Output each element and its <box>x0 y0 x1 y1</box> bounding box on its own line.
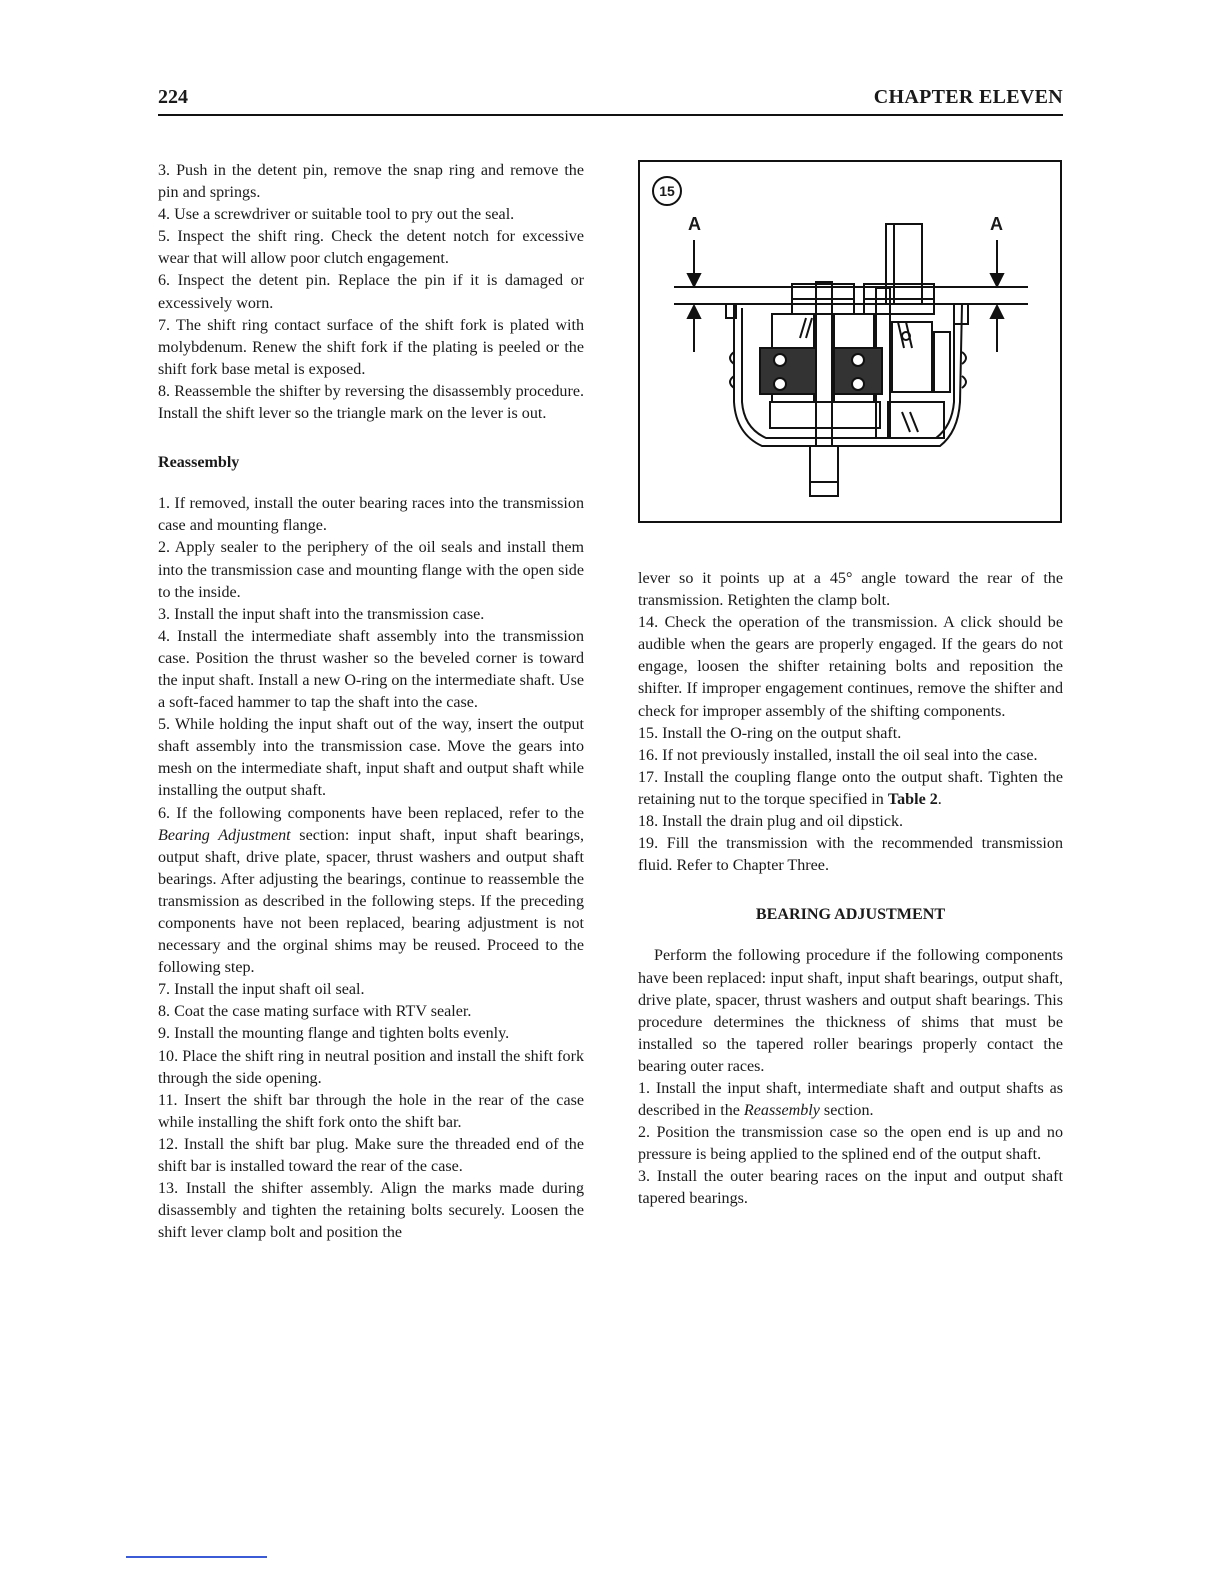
figure-number: 15 <box>652 176 682 206</box>
page-header <box>158 84 1063 116</box>
page-number: 224 <box>158 86 188 108</box>
transmission-drawing <box>640 162 1060 521</box>
bearing-step-1 <box>638 1078 1063 1122</box>
reassembly-step-17 <box>638 767 1063 811</box>
reassembly-reference: Reassembly <box>743 1102 820 1120</box>
chapter-title: CHAPTER ELEVEN <box>873 86 1063 108</box>
bearing-step-3: 3. Install the outer bearing races on the input and output shaft tapered bearings. <box>638 1168 1063 1208</box>
bearing-adjustment-intro: Perform the following procedure if the following components have been replaced: input shaft, input shaft bearings, output shaft, drive plate, spacer, thrust washers and output shaft bearings. This procedure determines the thickness of shims that must be installed so the tapered roller bearings properly contact the bearing outer races. <box>638 947 1063 1075</box>
reassembly-step-8: 8. Coat the case mating surface with RTV sealer. <box>158 1003 472 1021</box>
reassembly-step-15: 15. Install the O-ring on the output shaft. <box>638 724 902 742</box>
figure-transmission-cross-section <box>638 160 1062 523</box>
reassembly-step-7: 7. Install the input shaft oil seal. <box>158 981 365 999</box>
step-6-text-a: 6. If the following components have been replaced, refer to the <box>158 804 584 822</box>
step-7: 7. The shift ring contact surface of the shift fork is plated with molybdenum. Renew the shift fork if the plating is peeled or the shift fork base metal is exposed. <box>158 316 584 378</box>
step-17-text-b: . <box>937 790 942 808</box>
reassembly-step-19: 19. Fill the transmission with the recommended transmission fluid. Refer to Chapter Three. <box>638 835 1063 875</box>
step-4: 4. Use a screwdriver or suitable tool to pry out the seal. <box>158 206 515 224</box>
reassembly-step-1: 1. If removed, install the outer bearing races into the transmission case and mounting flange. <box>158 495 584 535</box>
bearing-step-2: 2. Position the transmission case so the open end is up and no pressure is being applied to the splined end of the output shaft. <box>638 1124 1063 1164</box>
reassembly-step-13: 13. Install the shifter assembly. Align the marks made during disassembly and tighten the retaining bolts securely. Loosen the shift lever clamp bolt and position the <box>158 1180 584 1242</box>
reassembly-step-2: 2. Apply sealer to the periphery of the oil seals and install them into the transmission case and mounting flange with the open side to the inside. <box>158 539 584 601</box>
reassembly-step-16: 16. If not previously installed, install the oil seal into the case. <box>638 746 1038 764</box>
reassembly-step-3: 3. Install the input shaft into the transmission case. <box>158 605 485 623</box>
reassembly-step-4: 4. Install the intermediate shaft assembly into the transmission case. Position the thrust washer so the beveled corner is toward the input shaft. Install a new O-ring on the intermediate shaft. Use a soft-faced hammer to tap the shaft into the case. <box>158 627 584 712</box>
step-5: 5. Inspect the shift ring. Check the detent notch for excessive wear that will allow poor clutch engagement. <box>158 228 584 268</box>
reassembly-step-18: 18. Install the drain plug and oil dipstick. <box>638 813 904 831</box>
bearing-step-1-text-b: section. <box>819 1102 874 1120</box>
step-17-text-a: 17. Install the coupling flange onto the output shaft. Tighten the retaining nut to the torque specified in <box>638 768 1063 808</box>
right-column <box>638 568 1063 1211</box>
dimension-label-a-left: A <box>688 214 701 234</box>
reassembly-step-12: 12. Install the shift bar plug. Make sure the threaded end of the shift bar is installed toward the rear of the case. <box>158 1135 584 1176</box>
reassembly-step-11: 11. Insert the shift bar through the hole in the rear of the case while installing the shift fork onto the shift bar. <box>158 1091 584 1131</box>
bearing-adjustment-heading: BEARING ADJUSTMENT <box>755 906 946 924</box>
step-3: 3. Push in the detent pin, remove the snap ring and remove the pin and springs. <box>158 162 584 202</box>
step-6-text-b: section: input shaft, input shaft bearings, output shaft, drive plate, spacer, thrust washers and output shaft bearings. After adjusting the bearings, continue to reassemble the transmission as described in the following steps. If the preceding components have not been replaced, bearing adjustment is not necessary and the orginal shims may be reused. Proceed to the following step. <box>158 826 584 977</box>
step-8: 8. Reassemble the shifter by reversing the disassembly procedure. Install the shift lever so the triangle mark on the lever is out. <box>158 382 584 423</box>
reassembly-step-10: 10. Place the shift ring in neutral position and install the shift fork through the side opening. <box>158 1047 584 1087</box>
reassembly-step-9: 9. Install the mounting flange and tighten bolts evenly. <box>158 1025 510 1043</box>
bearing-step-1-text-a: 1. Install the input shaft, intermediate shaft and output shafts as described in the <box>638 1079 1063 1120</box>
table-2-reference: Table 2 <box>887 790 938 808</box>
footer-rule <box>126 1556 267 1558</box>
step-13-continued: lever so it points up at a 45° angle toward the rear of the transmission. Retighten the clamp bolt. <box>638 570 1063 610</box>
reassembly-step-6 <box>158 803 584 980</box>
bearing-adjustment-reference: Bearing Adjustment <box>158 826 291 844</box>
reassembly-step-14: 14. Check the operation of the transmission. A click should be audible when the gears are properly engaged. If the gears do not engage, loosen the shifter retaining bolts and reposition the shifter. If improper engagement continues, remove the shifter and check for improper assembly of the shifting components. <box>638 614 1063 720</box>
step-6: 6. Inspect the detent pin. Replace the pin if it is damaged or excessively worn. <box>158 272 584 312</box>
left-column <box>158 160 584 1244</box>
reassembly-step-5: 5. While holding the input shaft out of the way, insert the output shaft assembly into the transmission case. Move the gears into mesh on the intermediate shaft, input shaft and output shaft while installing the output shaft. <box>158 716 584 800</box>
dimension-label-a-right: A <box>990 214 1003 234</box>
reassembly-heading: Reassembly <box>158 454 240 472</box>
